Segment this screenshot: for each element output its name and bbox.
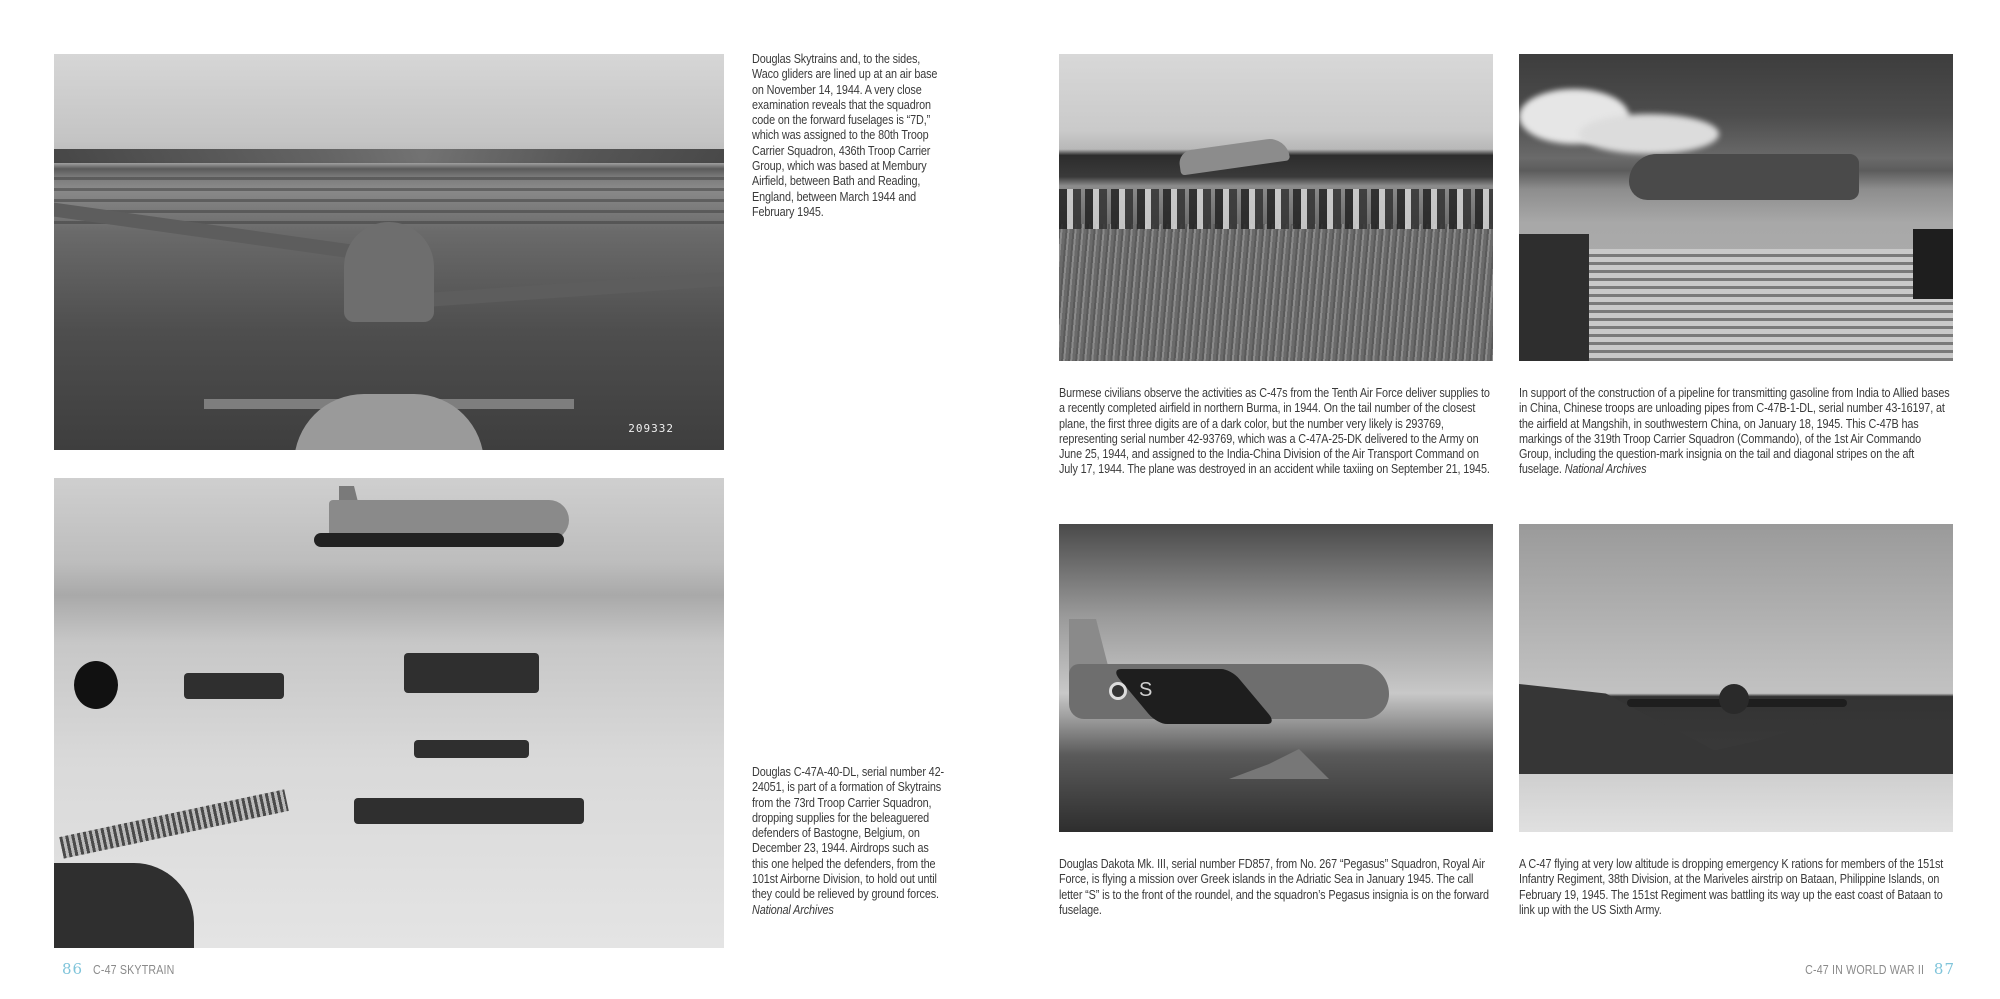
print-number: 209332 bbox=[628, 422, 674, 435]
caption-text: In support of the construction of a pipeline for transmitting gasoline from India to Allied bases in China, Chinese troops are unloading pipes from C-47B-1-DL, serial number 43-16197, at the airfield at Mangshih, in southwestern China, on January 18, 1945. This C-47B has markings of the 319th Troop Carrier Squadron (Commando), of the 1st Air Commando Group, including the question-mark insignia on the tail and diagonal stripes on the aft fuselage. bbox=[1519, 386, 1950, 477]
aircraft-wing-right bbox=[384, 272, 724, 310]
parachute bbox=[74, 661, 118, 709]
caption-photo-2 bbox=[752, 765, 946, 918]
aircraft bbox=[1629, 154, 1859, 200]
grass-field bbox=[1059, 224, 1493, 361]
forest-patch bbox=[414, 740, 529, 758]
right-page bbox=[1000, 0, 2000, 999]
caption-text: Douglas C-47A-40-DL, serial number 42-24051, is part of a formation of Skytrains from the 73rd Troop Carrier Squadron, dropping supplies for the beleaguered defenders of Bastogne, Belgium, on December 23, 1944. Airdrops such as this one helped the defenders, from the 101st Airborne Division, to hold out until they could be relieved by ground forces. bbox=[752, 765, 944, 902]
forest-patch bbox=[54, 863, 194, 948]
aircraft-fuselage bbox=[344, 222, 434, 322]
cloud bbox=[1579, 114, 1719, 154]
running-head: C-47 SKYTRAIN bbox=[93, 962, 175, 977]
caption-text: Burmese civilians observe the activities as C-47s from the Tenth Air Force deliver supplies to a recently completed airfield in northern Burma, in 1944. On the tail number of the closest plane, the first three digits are of a dark color, but the number very likely is 293769, representing serial number 42-93769, which was a C-47A-25-DK delivered to the Army on June 25, 1944, and assigned to the India-China Division of the Air Transport Command on July 17, 1944. The plane was destroyed in an accident while taxiing on September 21, 1945. bbox=[1059, 386, 1490, 477]
photo-bastogne-airdrop bbox=[54, 478, 724, 948]
page-number: 86 bbox=[62, 960, 84, 978]
aircraft-wing bbox=[314, 533, 564, 547]
photo-raf-dakota bbox=[1059, 524, 1493, 832]
caption-text: Douglas Skytrains and, to the sides, Waco gliders are lined up at an air base on November 14, 1944. A very close examination reveals that the squadron code on the forward fuselages is “7D,” which was assigned to the 80th Troop Carrier Squadron, 436th Troop Carrier Group, which was based at Membury Airfield, between Bath and Reading, England, between March 1944 and February 1945. bbox=[752, 52, 938, 219]
tree-row bbox=[59, 789, 289, 858]
caption-photo-1 bbox=[752, 52, 946, 220]
treeline bbox=[54, 149, 724, 163]
aircraft bbox=[1178, 136, 1290, 175]
airstrip-ground bbox=[1519, 774, 1953, 832]
island bbox=[1229, 749, 1329, 779]
caption-text: Douglas Dakota Mk. III, serial number FD857, from No. 267 “Pegasus” Squadron, Royal Air Force, is flying a mission over Greek islands in the Adriatic Sea in January 1945. The call letter “S” is to the front of the roundel, and the squadron’s Pegasus insignia is on the forward fuselage. bbox=[1059, 857, 1489, 917]
caption-text: A C-47 flying at very low altitude is dropping emergency K rations for members of the 151st Infantry Regiment, 38th Division, at the Mariveles airstrip on Bataan, Philippine Islands, on February 19, 1945. The 151st Regiment was battling its way up the east coast of Bataan to link up with the US Sixth Army. bbox=[1519, 857, 1944, 917]
call-letter: S bbox=[1139, 679, 1153, 701]
caption-photo-4 bbox=[1519, 386, 1952, 478]
forest-patch bbox=[404, 653, 539, 693]
folio-left bbox=[62, 960, 193, 978]
raf-roundel bbox=[1109, 682, 1127, 700]
photo-credit: National Archives bbox=[1564, 462, 1647, 477]
photo-skytrains-lineup bbox=[54, 54, 724, 450]
crowd bbox=[1059, 189, 1493, 229]
pipe-stack bbox=[1579, 249, 1953, 361]
running-head: C-47 IN WORLD WAR II bbox=[1804, 962, 1924, 977]
caption-photo-6 bbox=[1519, 857, 1952, 918]
photo-burmese-civilians bbox=[1059, 54, 1493, 361]
forest-patch bbox=[354, 798, 584, 824]
pipe-pile-right bbox=[1913, 229, 1953, 299]
pipe-pile-left bbox=[1519, 234, 1589, 361]
photo-low-altitude-drop bbox=[1519, 524, 1953, 832]
forest-patch bbox=[184, 673, 284, 699]
folio-right bbox=[1779, 960, 1955, 978]
photo-unloading-pipes bbox=[1519, 54, 1953, 361]
page-number: 87 bbox=[1933, 960, 1955, 978]
aircraft-fuselage bbox=[1719, 684, 1749, 714]
photo-credit: National Archives bbox=[752, 902, 834, 917]
caption-photo-3 bbox=[1059, 386, 1492, 478]
caption-photo-5 bbox=[1059, 857, 1492, 918]
